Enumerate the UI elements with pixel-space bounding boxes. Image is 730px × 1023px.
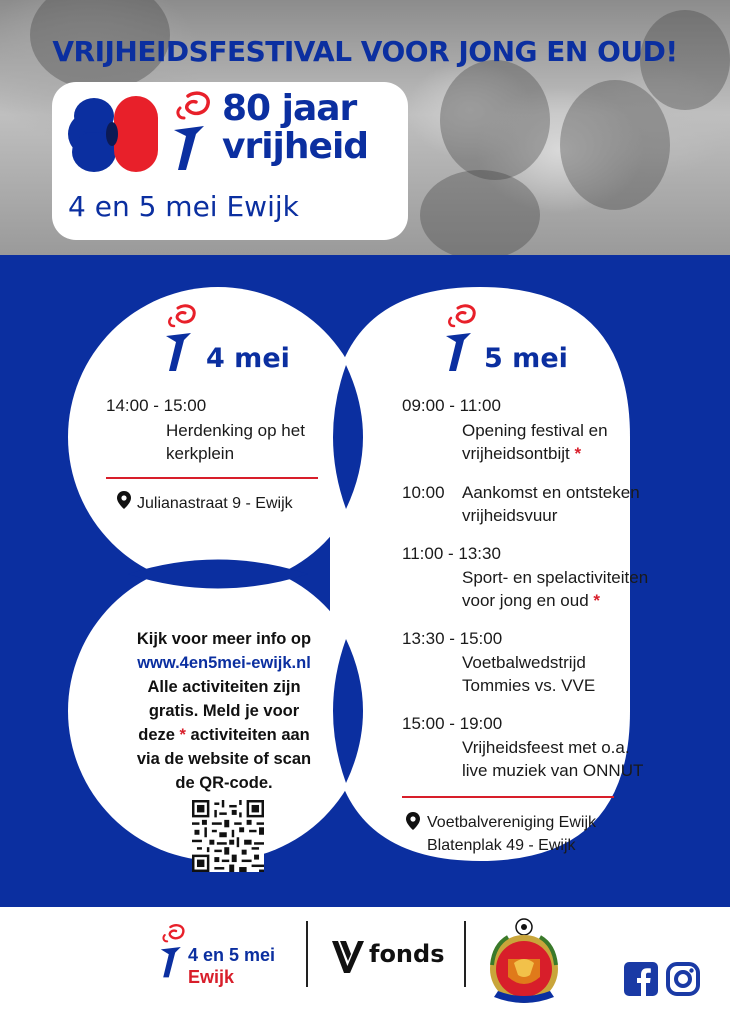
torch-icon [440, 303, 480, 373]
festival-title: VRIJHEIDSFESTIVAL VOOR JONG EN OUD! [52, 35, 678, 68]
day2-event2-line1: Aankomst en ontsteken [462, 483, 640, 502]
signup-star: * [179, 726, 186, 744]
instagram-icon[interactable] [666, 962, 700, 996]
footer-divider [306, 921, 308, 987]
day2-event2-line2: vrijheidsvuur [462, 506, 558, 525]
info-line6: via de website of scan [136, 750, 312, 768]
day2-event4-time: 13:30 - 15:00 [402, 629, 503, 648]
logo-subtitle: 4 en 5 mei Ewijk [68, 190, 299, 223]
location-pin-icon [406, 812, 420, 830]
day2-event3-line1: Sport- en spelactiviteiten [462, 568, 649, 587]
hero-photo [0, 0, 730, 255]
logo-title-line2: vrijheid [222, 126, 369, 167]
facebook-icon[interactable] [624, 962, 658, 996]
day1-heading: 4 mei [206, 343, 290, 374]
day2-event1-time: 09:00 - 11:00 [402, 396, 501, 415]
footer-org-line1: 4 en 5 mei [188, 945, 276, 965]
day2-event5-time: 15:00 - 19:00 [402, 714, 503, 733]
torch-icon [166, 90, 216, 174]
footer-org-line2: Ewijk [188, 967, 235, 987]
club-crest-icon [484, 915, 564, 1011]
day2-event4-line2: Tommies vs. VVE [462, 676, 596, 695]
torch-icon [160, 303, 200, 373]
day2-event3-line2-wrap [462, 589, 600, 612]
info-line4: gratis. Meld je voor [148, 702, 300, 720]
day2-event5-line2: live muziek van ONNUT [462, 761, 644, 780]
info-line3: Alle activiteiten zijn [147, 678, 301, 696]
day2-location-line2: Blatenplak 49 - Ewijk [427, 837, 576, 854]
day2-event3-time: 11:00 - 13:30 [402, 544, 501, 563]
day1-event-line2: kerkplein [166, 444, 235, 463]
info-line1: Kijk voor meer info op [136, 630, 312, 648]
day2-event3-line2: voor jong en oud [462, 591, 589, 610]
torch-icon [156, 921, 188, 981]
info-line5b: activiteiten aan [190, 726, 310, 744]
day1-event-line1: Herdenking op het [166, 421, 305, 440]
signup-star: * [574, 444, 582, 463]
day1-location: Julianastraat 9 - Ewijk [137, 495, 293, 512]
footer-divider [464, 921, 466, 987]
day1-time: 14:00 - 15:00 [106, 396, 207, 415]
vfonds-logo-icon [330, 937, 366, 977]
qr-code[interactable] [192, 800, 264, 872]
day2-event1-line2-wrap [462, 442, 581, 465]
day2-location-line1: Voetbalvereniging Ewijk [427, 814, 596, 831]
day2-divider [402, 796, 614, 798]
day2-event2-time: 10:00 [402, 483, 445, 502]
info-line5a: deze [138, 726, 175, 744]
day2-heading: 5 mei [484, 343, 568, 374]
day2-event5-line1: Vrijheidsfeest met o.a. [462, 738, 630, 757]
program-panel [0, 255, 730, 907]
info-line5 [104, 723, 344, 747]
logo-card [52, 82, 408, 240]
day2-event1-line1: Opening festival en [462, 421, 608, 440]
location-pin-icon [117, 491, 131, 509]
info-line7: de QR-code. [175, 774, 273, 792]
logo-title-line1: 80 jaar [222, 88, 357, 129]
signup-star: * [593, 591, 601, 610]
website-link[interactable]: www.4en5mei-ewijk.nl [137, 654, 311, 672]
info-block [104, 627, 344, 795]
footer [0, 907, 730, 1023]
footer-fonds-label: fonds [369, 940, 445, 968]
day1-divider [106, 477, 318, 479]
eighty-logo-icon [66, 92, 162, 176]
day2-event4-line1: Voetbalwedstrijd [462, 653, 586, 672]
day2-event1-line2: vrijheidsontbijt [462, 444, 570, 463]
